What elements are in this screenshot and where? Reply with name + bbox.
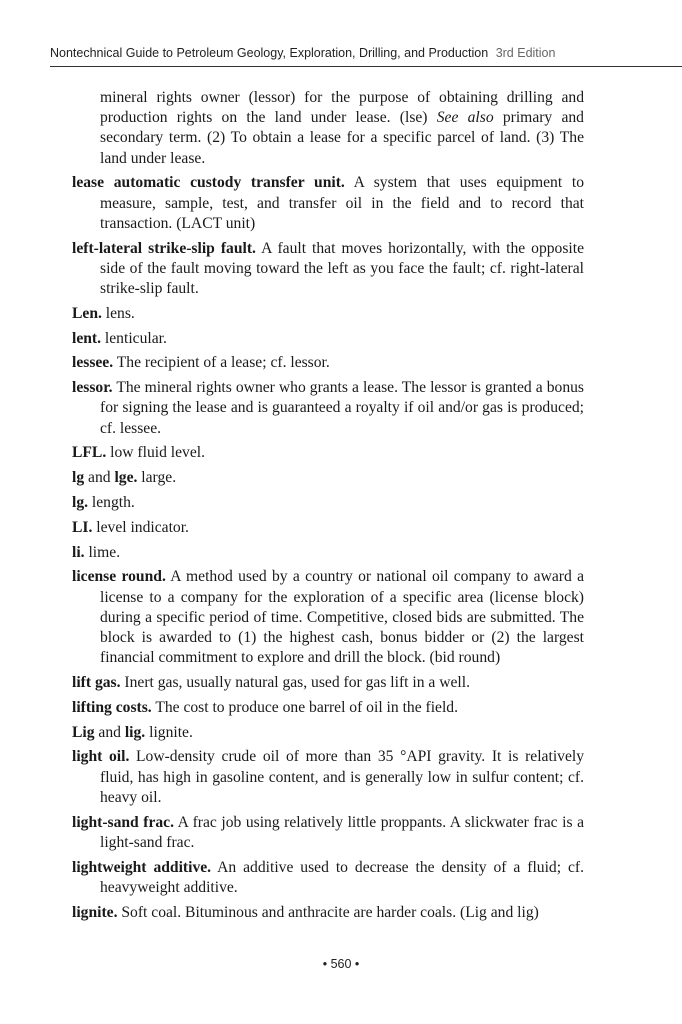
entry-definition: A system that uses equipment to measure, sample, test, and transfer oil in the field and to record that transaction. (LACT unit) [100, 174, 584, 232]
page-number: • 560 • [322, 957, 360, 971]
entry-definition: large. [137, 469, 177, 487]
entry-term-alt: lig. [124, 723, 146, 741]
glossary-entry [72, 543, 584, 563]
entry-definition: lenticular. [101, 329, 167, 347]
glossary-entry [72, 723, 584, 743]
entry-term: lignite. [72, 903, 118, 921]
entry-definition: lens. [101, 304, 135, 322]
continued-text-2: primary and secondary term. (2) To obtain a lease for a specific parcel of land. (3) The land under lease. [100, 109, 584, 167]
header-rule [50, 66, 682, 67]
entry-term: lifting costs. [72, 698, 152, 716]
glossary-entry [72, 304, 584, 324]
entry-definition: lime. [84, 543, 121, 561]
glossary-entry [72, 173, 584, 234]
glossary-entries [72, 88, 584, 927]
glossary-entry [72, 493, 584, 513]
running-head [50, 46, 682, 66]
entry-term: LI. [72, 518, 93, 536]
glossary-entry [72, 903, 584, 923]
glossary-entry [72, 518, 584, 538]
entry-term: license round. [72, 568, 166, 586]
entry-term: lease automatic custody transfer unit. [72, 174, 345, 192]
entry-term: light-sand frac. [72, 813, 174, 831]
entry-definition: The mineral rights owner who grants a lease. The lessor is granted a bonus for signing the lease and is guaranteed a royalty if oil and/or gas is produced; cf. lessee. [100, 379, 584, 437]
see-also-text: See also [436, 109, 494, 127]
glossary-entry [72, 813, 584, 853]
edition-label: 3rd Edition [495, 46, 556, 60]
entry-term: lessor. [72, 379, 113, 397]
entry-definition: length. [88, 494, 135, 511]
glossary-entry [72, 468, 584, 488]
glossary-entry [72, 353, 584, 373]
entry-definition: level indicator. [92, 518, 189, 536]
glossary-entry [72, 329, 584, 349]
entry-definition: An additive used to decrease the density of a fluid; cf. heavyweight additive. [100, 858, 584, 896]
entry-definition: A method used by a country or national oil company to award a license to a company for the exploration of a specific area (license block) during a specific period of time. Competitive, closed bids are submitted. The block is awarded to (1) the highest cash, bonus bidder or (2) the largest financial commitment to explore and drill the block. (bid round) [100, 568, 584, 667]
entry-term: lent. [72, 329, 102, 347]
entry-definition: lignite. [145, 723, 193, 741]
entry-term-alt: lge. [114, 469, 138, 487]
entry-definition: A frac job using relatively little proppants. A slickwater frac is a light-sand frac. [100, 813, 584, 851]
glossary-entry [72, 858, 584, 898]
glossary-entry [72, 747, 584, 808]
entry-term: light oil. [72, 748, 130, 766]
glossary-entry [72, 443, 584, 463]
entry-term: lift gas. [72, 674, 121, 691]
entry-definition: Low-density crude oil of more than 35 °API gravity. It is relatively fluid, has high in gasoline content, and is generally low in sulfur content; cf. heavy oil. [100, 748, 584, 806]
entry-joiner: and [84, 469, 115, 487]
entry-term: lg. [72, 494, 89, 511]
entry-term: left-lateral strike-slip fault. [72, 239, 256, 257]
entry-term: Len. [72, 304, 102, 322]
continued-text-1: mineral rights owner (lessor) for the purpose of obtaining drilling and production rights on the land under lease. (lse) [100, 89, 584, 127]
entry-term: LFL. [72, 444, 107, 462]
entry-term: lessee. [72, 354, 114, 372]
glossary-entry [72, 567, 584, 668]
glossary-entry [72, 239, 584, 300]
glossary-entry [72, 698, 584, 718]
entry-definition: Inert gas, usually natural gas, used for gas lift in a well. [120, 674, 470, 691]
entry-definition: The cost to produce one barrel of oil in the field. [151, 698, 458, 716]
entry-term: lightweight additive. [72, 858, 212, 876]
entry-definition: Soft coal. Bituminous and anthracite are harder coals. (Lig and lig) [117, 903, 539, 921]
glossary-entry [72, 378, 584, 439]
entry-definition: A fault that moves horizontally, with the opposite side of the fault moving toward the left as you face the fault; cf. right-lateral strike-slip fault. [100, 239, 585, 298]
entry-term: Lig [72, 723, 95, 741]
entry-term: li. [72, 543, 85, 561]
entry-term: lg [72, 469, 85, 487]
book-title: Nontechnical Guide to Petroleum Geology, Exploration, Drilling, and Production [50, 46, 489, 60]
entry-joiner: and [94, 723, 125, 741]
entry-definition: The recipient of a lease; cf. lessor. [113, 354, 330, 372]
glossary-entry [72, 673, 584, 693]
entry-definition: low fluid level. [106, 444, 205, 462]
continued-entry [72, 88, 584, 169]
